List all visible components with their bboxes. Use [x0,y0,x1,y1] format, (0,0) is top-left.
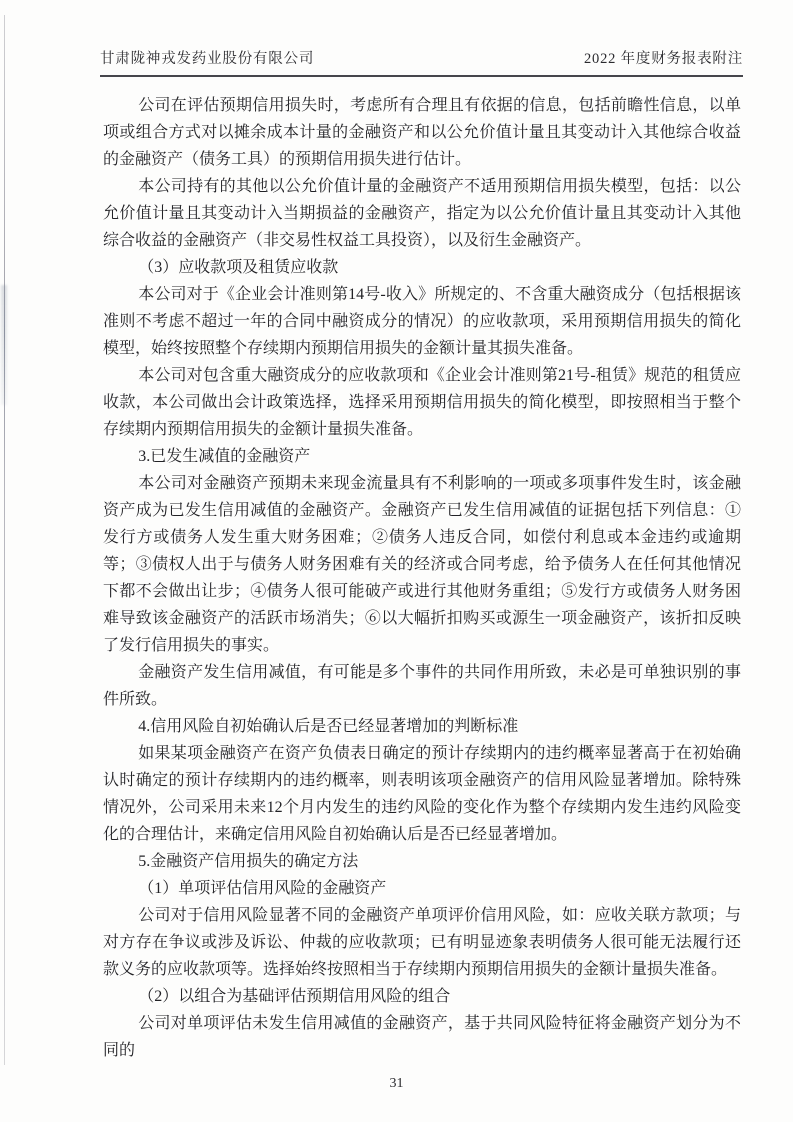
section-heading: （3）应收款项及租赁应收款 [138,259,339,276]
paragraph: 公司对单项评估未发生信用减值的金融资产，基于共同风险特征将金融资产划分为不同的 [103,1015,741,1059]
paragraph: 公司在评估预期信用损失时，考虑所有合理且有依据的信息，包括前瞻性信息，以单项或组合方式对以摊余成本计量的金融资产和以公允价值计量且其变动计入其他综合收益的金融资产（债务工具）的预期信用损失进行估计。 [103,97,741,168]
section-heading: （1）单项评估信用风险的金融资产 [138,880,387,897]
document-body [103,92,741,1064]
paragraph: 金融资产发生信用减值，有可能是多个事件的共同作用所致，未必是可单独识别的事件所致。 [103,664,741,708]
paragraph: 本公司持有的其他以公允价值计量的金融资产不适用预期信用损失模型，包括：以公允价值计量且其变动计入当期损益的金融资产，指定为以公允价值计量且其变动计入其他综合收益的金融资产（非交易性权益工具投资），以及衍生金融资产。 [103,178,741,249]
paragraph: 本公司对金融资产预期未来现金流量具有不利影响的一项或多项事件发生时，该金融资产成为已发生信用减值的金融资产。金融资产已发生信用减值的证据包括下列信息：①发行方或债务人发生重大财务困难；②债务人违反合同，如偿付利息或本金违约或逾期等；③债权人出于与债务人财务困难有关的经济或合同考虑，给予债务人在任何其他情况下都不会做出让步；④债务人很可能破产或进行其他财务重组；⑤发行方或债务人财务困难导致该金融资产的活跃市场消失；⑥以大幅折扣购买或源生一项金融资产，该折扣反映了发行信用损失的事实。 [103,475,741,654]
paragraph: 公司对于信用风险显著不同的金融资产单项评价信用风险，如：应收关联方款项；与对方存在争议或涉及诉讼、仲裁的应收款项；已有明显迹象表明债务人很可能无法履行还款义务的应收款项等。选择始终按照相当于存续期内预期信用损失的金额计量损失准备。 [103,907,741,978]
section-heading: 5.金融资产信用损失的确定方法 [138,853,359,870]
paragraph: 本公司对包含重大融资成分的应收款项和《企业会计准则第21号-租赁》规范的租赁应收款，本公司做出会计政策选择，选择采用预期信用损失的简化模型，即按照相当于整个存续期内预期信用损失的金额计量损失准备。 [103,367,741,438]
scan-smudge-artifact [1,285,7,405]
page-header [100,47,743,77]
paragraph: 如果某项金融资产在资产负债表日确定的预计存续期内的违约概率显著高于在初始确认时确定的预计存续期内的违约概率，则表明该项金融资产的信用风险显著增加。除特殊情况外，公司采用未来12个月内发生的违约风险的变化作为整个存续期内发生违约风险变化的合理估计，来确定信用风险自初始确认后是否已经显著增加。 [103,745,741,843]
section-heading: 4.信用风险自初始确认后是否已经显著增加的判断标准 [138,718,519,735]
section-heading: （2）以组合为基础评估预期信用风险的组合 [138,988,451,1005]
page-footer [0,1076,793,1092]
page-number: 31 [389,1076,404,1091]
report-title: 2022 年度财务报表附注 [583,51,743,67]
section-heading: 3.已发生减值的金融资产 [138,448,311,465]
paragraph: 本公司对于《企业会计准则第14号-收入》所规定的、不含重大融资成分（包括根据该准则不考虑不超过一年的合同中融资成分的情况）的应收款项，采用预期信用损失的简化模型，始终按照整个存续期内预期信用损失的金额计量其损失准备。 [103,286,741,357]
company-name: 甘肃陇神戎发药业股份有限公司 [100,51,315,67]
scan-edge-artifact [4,15,5,1065]
